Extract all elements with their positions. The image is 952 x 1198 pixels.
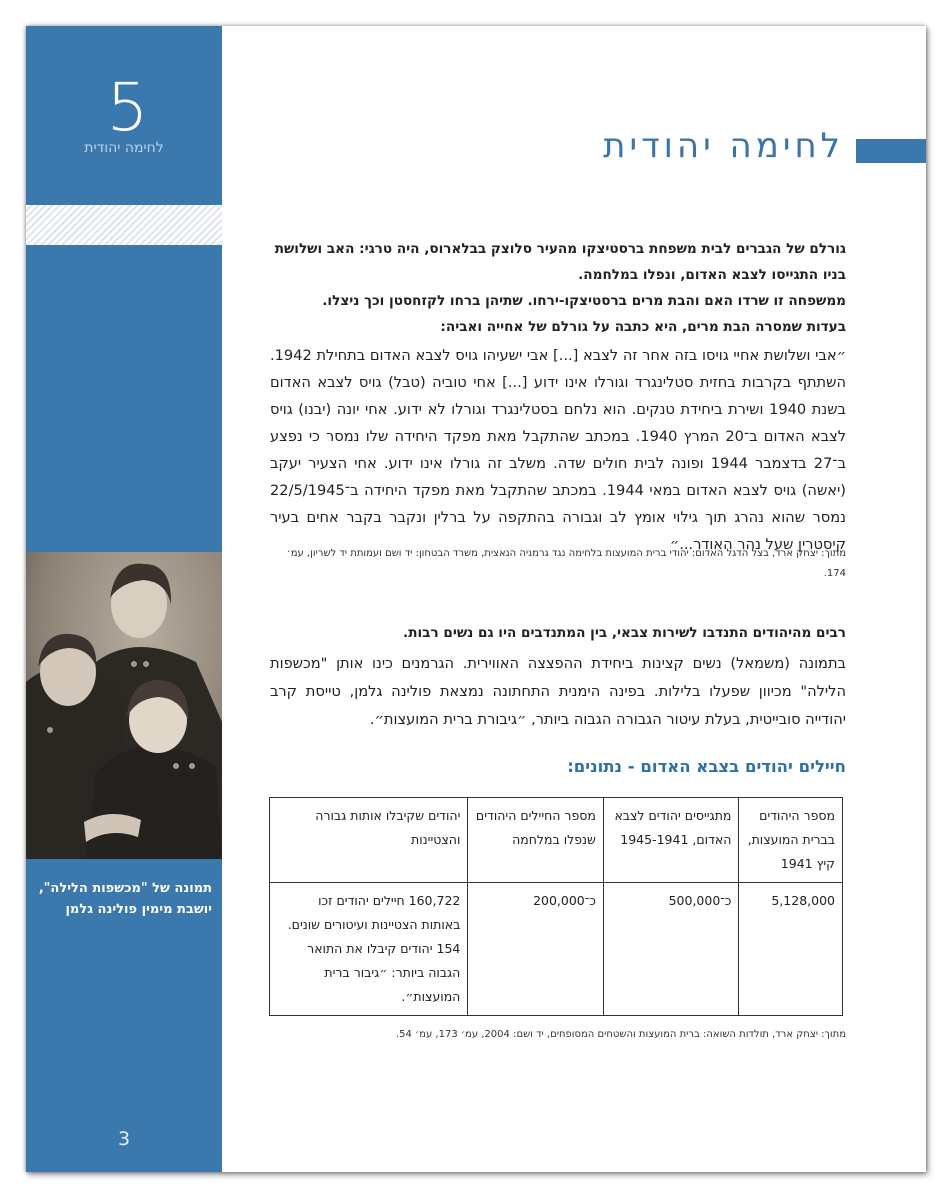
table-cell: כ־200,000 xyxy=(468,883,604,1016)
intro-line: גורלם של הגברים לבית משפחת ברסטיצקו מהעיר סלוצק בבלארוס, היה טרגי: האב ושלושת xyxy=(274,241,846,257)
testimony-quote: ״אבי ושלושת אחיי גויסו בזה אחר זה לצבא [...] אבי ישעיהו גויס לצבא האדום בתחילת 1942. השתתף בקרבות בחזית סטלינגרד וגורלו אינו ידוע [...] אחי טוביה (טבל) גויס לצבא האדום בשנת 1940 ושירת ביחידת טנקים. הוא נלחם בסטלינגרד וגורלו לא ידוע. אחי יונה (יבנו) גויס לצבא האדום ב־20 המרץ 1940. במכתב שהתקבל מאת מפקד היחידה שלו נמסר כי נפצע ב־27 בדצמבר 1944 ופונה לבית חולים שדה. משלב זה גורלו אינו ידוע. אחי הצעיר יעקב (יאשה) גויס לצבא האדום במאי 1944. במכתב שהתקבל מאת מפקד היחידה ב־22/5/1945 נמסר שהוא נהרג תוך גילוי אומץ לב וגבורה בהתקפה על ברלין ונקבר בקבר אחים בעיר קיסטרין שעל נהר האודר...״ xyxy=(270,347,846,553)
photo-night-witches xyxy=(26,552,222,859)
photo-caption-line: יושבת מימין פולינה גלמן xyxy=(65,902,212,917)
page-title: לחימה יהודית xyxy=(603,126,844,166)
table-header-row xyxy=(270,798,843,883)
volunteers-paragraph: בתמונה (משמאל) נשים קצינות ביחידת ההפצצה האווירית. הגרמנים כינו אותן "מכשפות הלילה" מכיוון שפעלו בלילות. בפינה הימנית התחתונה נמצאת פולינה גלמן, טייסת קרב יהודייה סובייטית, בעלת עיטור הגבורה הגבוה ביותר, ״גיבורת ברית המועצות״. xyxy=(270,655,846,728)
table-cell: כ־500,000 xyxy=(603,883,739,1016)
intro-line: בעדות שמסרה הבת מרים, היא כתבה על גורלם של אחייה ואביה: xyxy=(440,319,846,335)
table-row xyxy=(270,883,843,1016)
table-header-cell: מתגייסים יהודים לצבא האדום, 1945-1941 xyxy=(603,798,739,883)
chapter-name: לחימה יהודית xyxy=(84,140,164,156)
table-source-citation: מתוך: יצחק ארד, תולדות השואה: ברית המועצות והשטחים המסופחים, יד ושם: 2004, עמ׳ 173, עמ׳ 54. xyxy=(395,1029,846,1040)
title-accent-bar xyxy=(856,139,926,163)
volunteers-heading: רבים מהיהודים התנדבו לשירות צבאי, בין המתנדבים היו גם נשים רבות. xyxy=(403,625,846,641)
table-header-cell: מספר החיילים היהודים שנפלו במלחמה xyxy=(468,798,604,883)
intro-line: ממשפחה זו שרדו האם והבת מרים ברסטיצקו-ירחו. שתיהן ברחו לקזחסטן וכך ניצלו. xyxy=(322,293,846,309)
page-number: 3 xyxy=(117,1128,131,1150)
table-cell: 5,128,000 xyxy=(739,883,843,1016)
photo-caption xyxy=(32,878,212,920)
page xyxy=(26,26,926,1172)
intro-lead xyxy=(270,236,846,340)
data-table xyxy=(269,797,843,1016)
table-header-cell: מספר היהודים בברית המועצות, קיץ 1941 xyxy=(739,798,843,883)
table-heading: חיילים יהודים בצבא האדום - נתונים: xyxy=(567,757,846,776)
sidebar xyxy=(26,26,222,1172)
decorative-stripes xyxy=(26,205,222,245)
photo-caption-line: תמונה של "מכשפות הלילה", xyxy=(38,881,212,896)
table-header-cell: יהודים שקיבלו אותות גבורה והצטיינות xyxy=(270,798,468,883)
intro-line: בניו התגייסו לצבא האדום, ונפלו במלחמה. xyxy=(578,267,846,283)
photo-image xyxy=(26,552,222,859)
table-cell: 160,722 חיילים יהודים זכו באותות הצטיינות ועיטורים שונים. 154 יהודים קיבלו את התואר הגבוה ביותר: ״גיבור ברית המועצות״. xyxy=(270,883,468,1016)
source-citation: מתוך: יצחק ארד, בצל הדגל האדום: יהודי ברית המועצות בלחימה נגד גרמניה הנאצית, משרד הבטחון: יד ושם ועמותת יד לשריון, עמ׳ 174. xyxy=(286,548,846,579)
chapter-number: 5 xyxy=(106,69,149,146)
